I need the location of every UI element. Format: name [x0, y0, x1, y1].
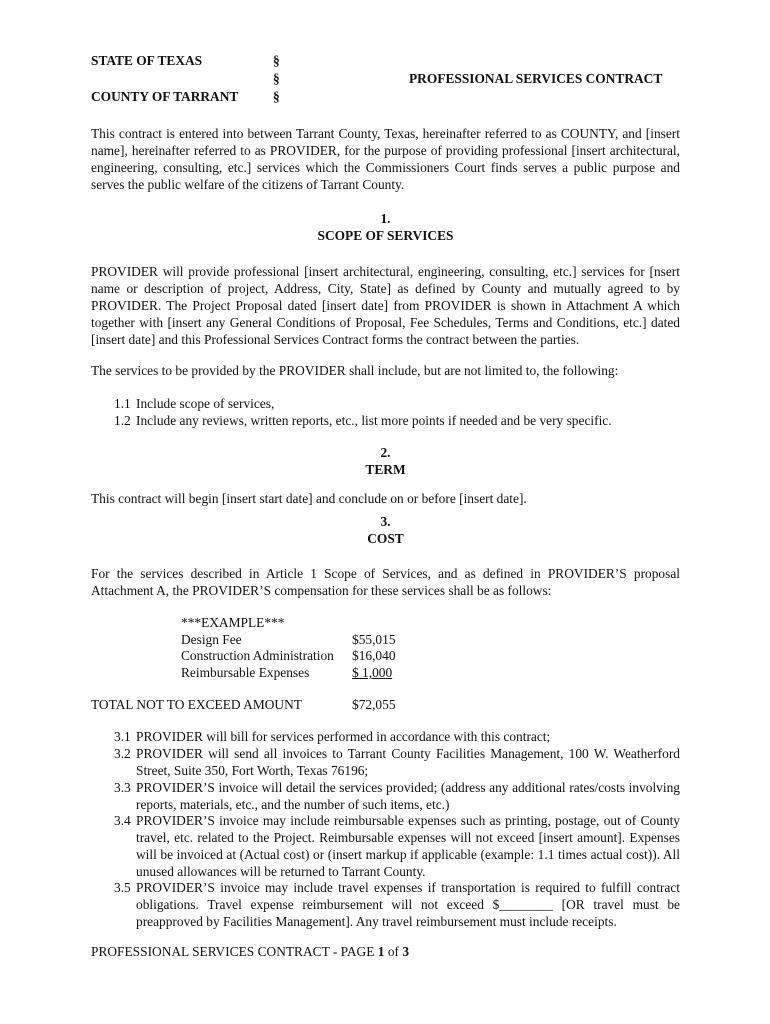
- total-amount: $72,055: [352, 697, 396, 712]
- total-label: TOTAL NOT TO EXCEED AMOUNT: [91, 697, 302, 712]
- page-footer: [91, 944, 409, 960]
- list-item-3-1-text: PROVIDER will bill for services performed in accordance with this contract;: [136, 729, 551, 744]
- fee-amount-construction: $16,040: [352, 648, 396, 663]
- list-item-3-2-number: 3.2: [114, 746, 131, 761]
- section-2-number: 2.: [380, 445, 391, 460]
- list-item-3-3-text: PROVIDER’S invoice will detail the services provided; (address any additional rates/costs involving reports, materials, etc., and the number of such items, etc.): [136, 780, 680, 812]
- fee-amount-reimbursable: $ 1,000: [352, 665, 393, 680]
- section-1-services-intro: The services to be provided by the PROVIDER shall include, but are not limited to, the following:: [91, 363, 619, 378]
- fee-amount-design: $55,015: [352, 632, 396, 647]
- footer-page-number: 1: [377, 944, 385, 959]
- example-label: ***EXAMPLE***: [181, 615, 285, 630]
- list-item-3-1-number: 3.1: [114, 729, 131, 744]
- section-1-title: SCOPE OF SERVICES: [317, 228, 454, 243]
- section-1-paragraph: PROVIDER will provide professional [insert architectural, engineering, consulting, etc.] services for [nsert name or description of project, Address, City, State] as defined by County and mutually agreed to by PROVIDER. The Project Proposal dated [insert date] from PROVIDER is shown in Attachment A which together with [insert any General Conditions of Proposal, Fee Schedules, Terms and Conditions, etc.] dated [insert date] and this Professional Services Contract forms the contract between the parties.: [91, 264, 680, 347]
- list-item-1-2-text: Include any reviews, written reports, etc., list more points if needed and be very specific.: [136, 413, 612, 428]
- list-item-3-4-number: 3.4: [114, 813, 131, 828]
- state-heading: STATE OF TEXAS: [91, 53, 203, 68]
- section-symbol-1: §: [273, 53, 280, 68]
- fee-label-reimbursable: Reimbursable Expenses: [181, 665, 310, 680]
- section-symbol-2: §: [273, 71, 280, 86]
- section-symbol-3: §: [273, 89, 280, 104]
- footer-total-pages: 3: [402, 944, 410, 959]
- section-2-paragraph: This contract will begin [insert start date] and conclude on or before [insert date].: [91, 491, 527, 506]
- contract-title: PROFESSIONAL SERVICES CONTRACT: [409, 71, 663, 86]
- list-item-1-1-number: 1.1: [114, 396, 131, 411]
- list-item-3-4-text: PROVIDER’S invoice may include reimbursable expenses such as printing, postage, out of County travel, etc. related to the Project. Reimbursable expenses will not exceed [insert amount]. Expenses will be invoiced at (Actual cost) or (insert markup if applicable (example: 1.1 times actual cost)). All unused allowances will be returned to Tarrant County.: [136, 813, 680, 879]
- list-item-3-2-text: PROVIDER will send all invoices to Tarrant County Facilities Management, 100 W. Weatherford Street, Suite 350, Fort Worth, Texas 76196;: [136, 746, 680, 778]
- list-item-1-1-text: Include scope of services,: [136, 396, 275, 411]
- list-item-3-5-text: PROVIDER’S invoice may include travel expenses if transportation is required to fulfill contract obligations. Travel expense reimbursement will not exceed $________ [OR travel must be preapproved by Facilities Management]. Any travel reimbursement must include receipts.: [136, 880, 680, 929]
- section-3-number: 3.: [380, 514, 391, 529]
- footer-label: PROFESSIONAL SERVICES CONTRACT - PAGE: [91, 944, 375, 959]
- fee-label-construction: Construction Administration: [181, 648, 334, 663]
- footer-of: of: [387, 944, 399, 959]
- section-3-title: COST: [367, 531, 404, 546]
- list-item-3-5-number: 3.5: [114, 880, 131, 895]
- list-item-1-2-number: 1.2: [114, 413, 131, 428]
- list-item-3-3-number: 3.3: [114, 780, 131, 795]
- section-3-paragraph: For the services described in Article 1 Scope of Services, and as defined in PROVIDER’S proposal Attachment A, the PROVIDER’S compensation for these services shall be as follows:: [91, 566, 680, 598]
- section-1-number: 1.: [380, 211, 391, 226]
- county-heading: COUNTY OF TARRANT: [91, 89, 239, 104]
- section-2-title: TERM: [365, 462, 406, 477]
- fee-label-design: Design Fee: [181, 632, 242, 647]
- intro-paragraph: This contract is entered into between Tarrant County, Texas, hereinafter referred to as COUNTY, and [insert name], hereinafter referred to as PROVIDER, for the purpose of providing professional [insert architectural, engineering, consulting, etc.] services which the Commissioners Court finds serves a public purpose and serves the public welfare of the citizens of Tarrant County.: [91, 126, 680, 192]
